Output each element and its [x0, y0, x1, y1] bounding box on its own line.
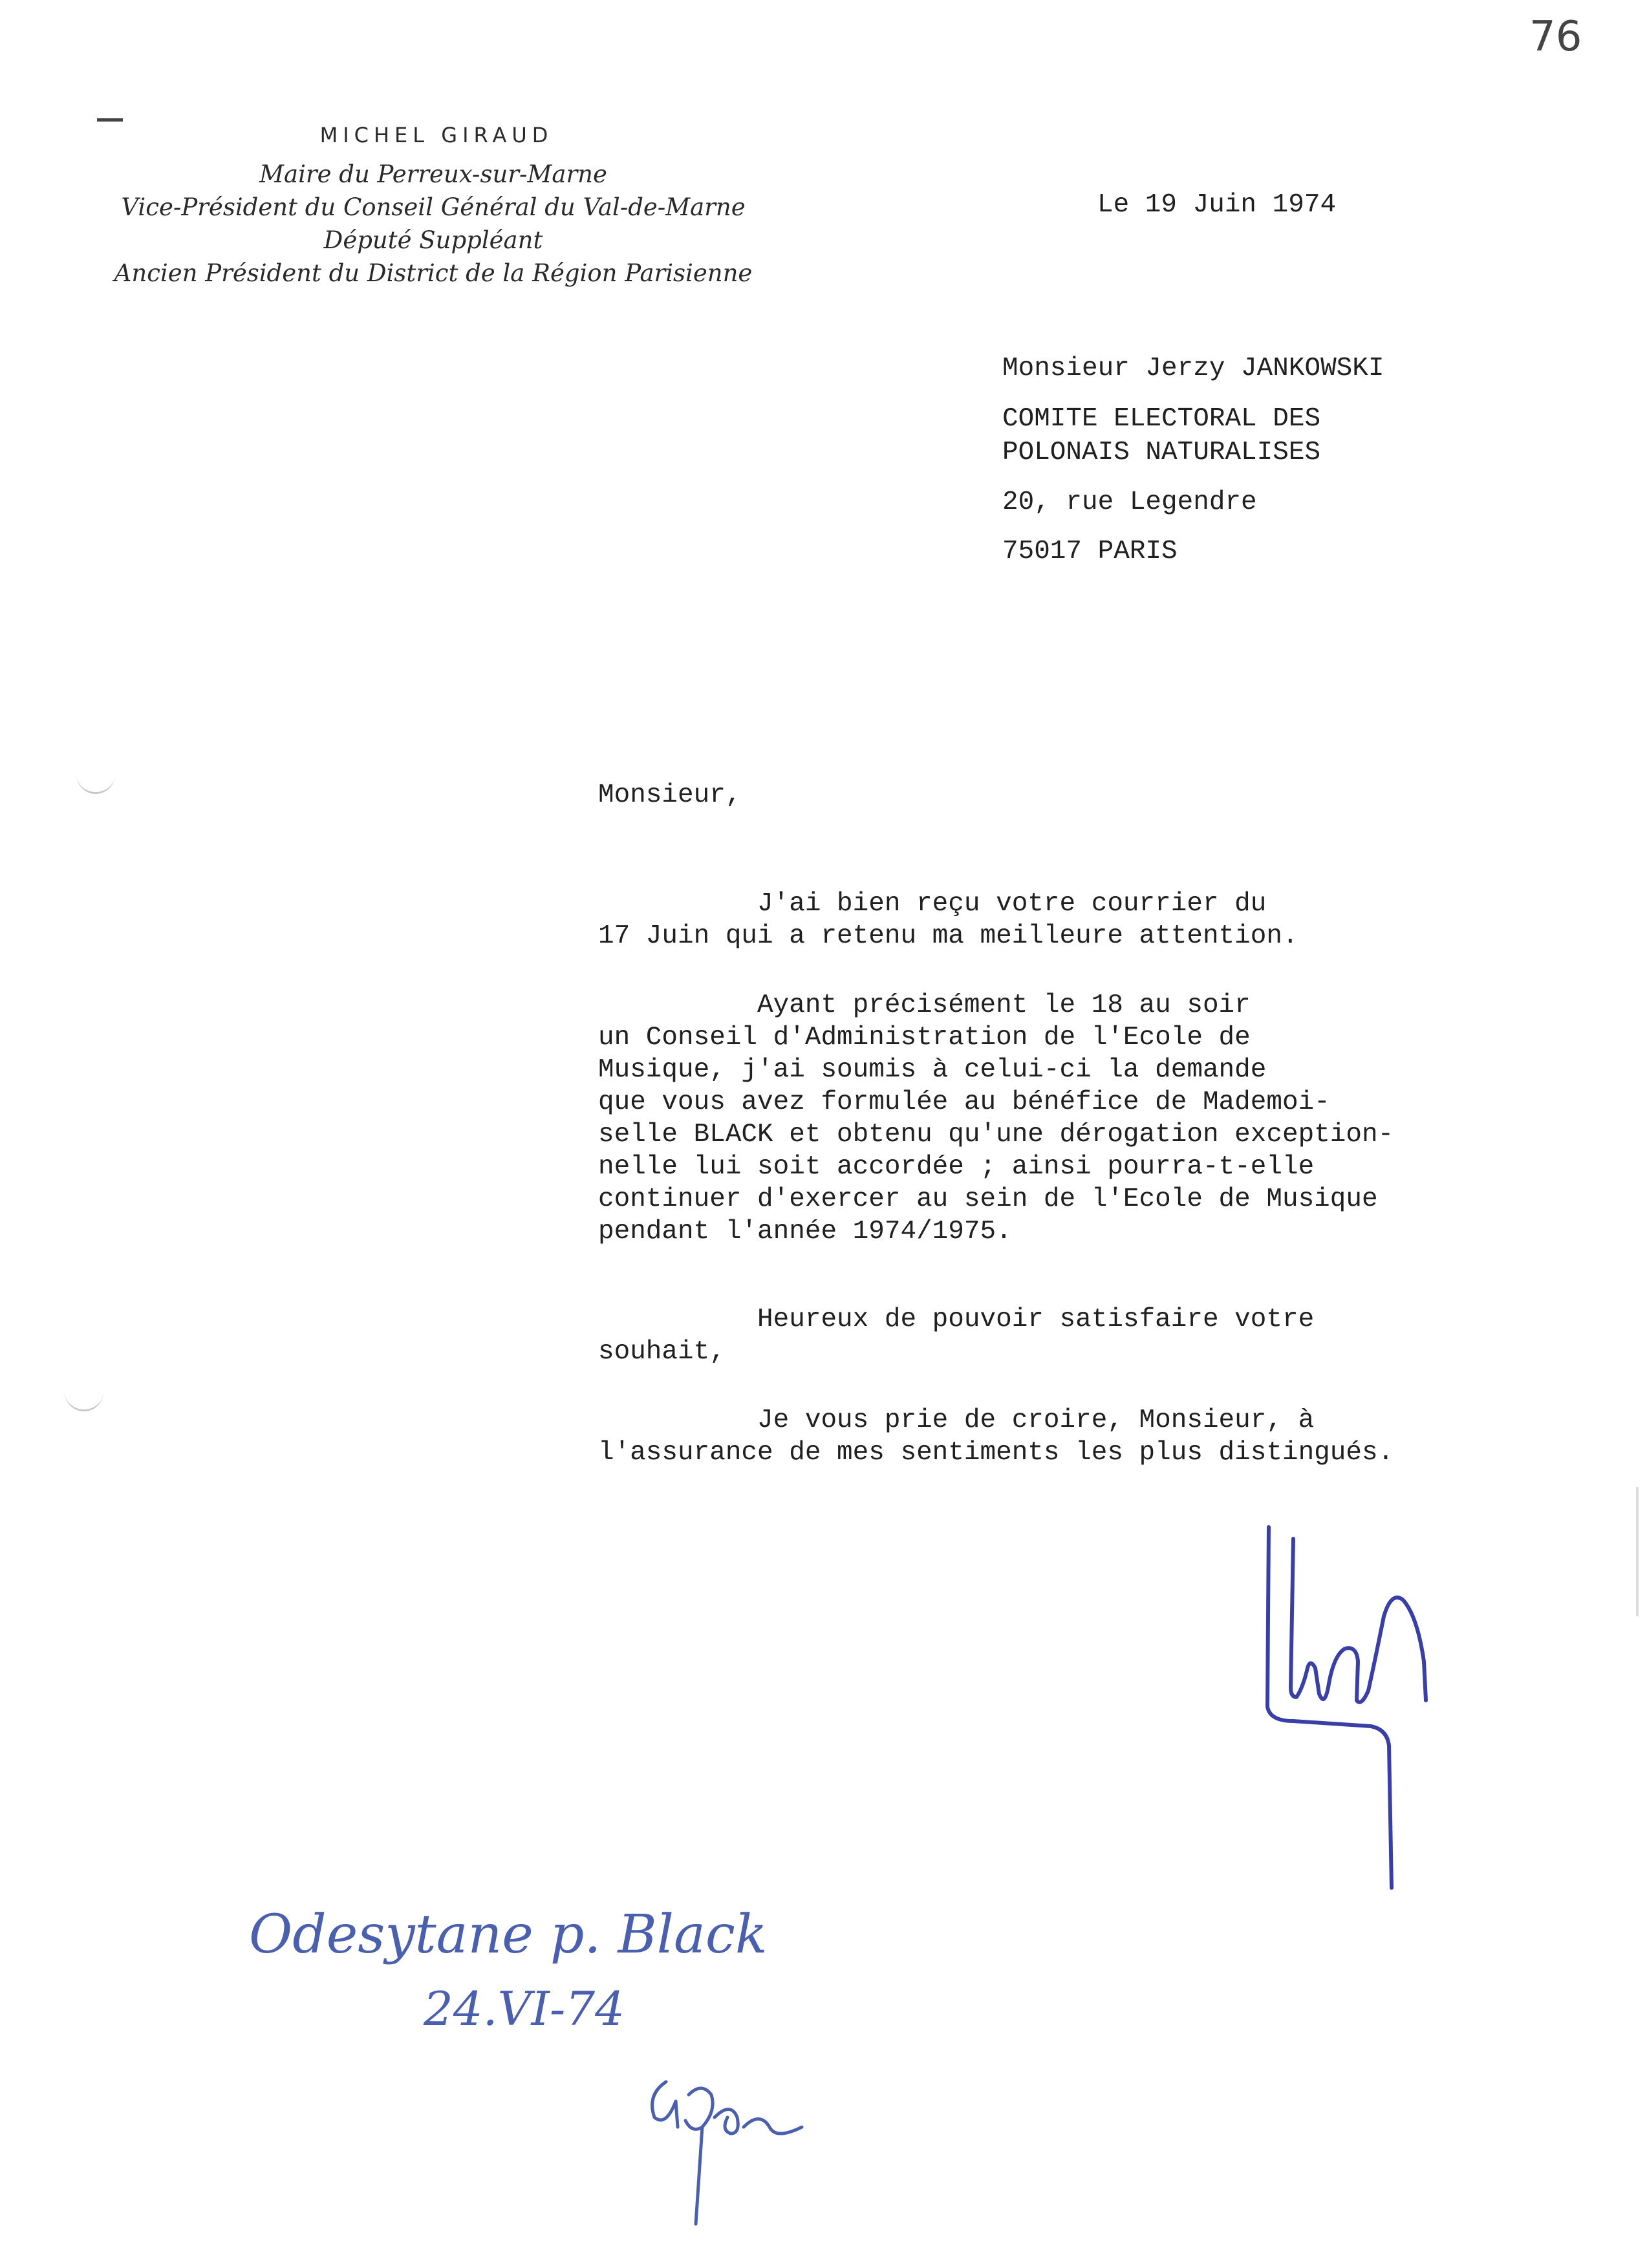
paragraph-line: Musique, j'ai soumis à celui-ci la demande: [598, 1055, 1267, 1085]
handwritten-note-line1: Odesytane p. Black: [249, 1904, 768, 1965]
handwritten-note-date: 24.VI-74: [424, 1982, 625, 2036]
paragraph-line: Je vous prie de croire, Monsieur, à: [598, 1406, 1315, 1435]
paragraph-4: [598, 1404, 1394, 1469]
paragraph-line: souhait,: [598, 1337, 726, 1367]
paragraph-line: un Conseil d'Administration de l'Ecole de: [598, 1023, 1251, 1053]
scan-mark: [97, 118, 123, 122]
letter-date: Le 19 Juin 1974: [1097, 190, 1337, 220]
punch-hole-mark: [76, 773, 115, 794]
letterhead-title-former-president: Ancien Président du District de la Région Parisienne: [114, 259, 753, 287]
salutation: Monsieur,: [598, 780, 742, 810]
archive-number: 76: [1529, 13, 1582, 61]
letterhead-name: MICHEL GIRAUD: [319, 123, 554, 147]
paragraph-3: [598, 1303, 1314, 1368]
handwritten-initials: [640, 2056, 834, 2237]
paragraph-line: Ayant précisément le 18 au soir: [598, 990, 1251, 1020]
paragraph-line: nelle lui soit accordée ; ainsi pourra-t-elle: [598, 1152, 1315, 1182]
paragraph-2: [598, 989, 1394, 1248]
recipient-org-line1: COMITE ELECTORAL DES: [1002, 404, 1321, 434]
paragraph-1: [598, 888, 1298, 952]
recipient-city: 75017 PARIS: [1002, 537, 1178, 566]
scan-edge-mark: [1636, 1487, 1639, 1616]
paragraph-line: J'ai bien reçu votre courrier du: [598, 889, 1267, 919]
signature: [1248, 1513, 1455, 1901]
paragraph-line: Heureux de pouvoir satisfaire votre: [598, 1305, 1315, 1334]
recipient-street: 20, rue Legendre: [1002, 487, 1257, 517]
paragraph-line: continuer d'exercer au sein de l'Ecole de Musique: [598, 1184, 1378, 1214]
paragraph-line: 17 Juin qui a retenu ma meilleure attention.: [598, 921, 1298, 951]
recipient-name: Monsieur Jerzy JANKOWSKI: [1002, 354, 1384, 383]
letterhead-title-vice-president: Vice-Président du Conseil Général du Val-de-Marne: [121, 193, 746, 221]
paragraph-line: l'assurance de mes sentiments les plus distingués.: [598, 1438, 1394, 1468]
letterhead-title-mayor: Maire du Perreux-sur-Marne: [259, 160, 607, 188]
recipient-org-line2: POLONAIS NATURALISES: [1002, 438, 1321, 467]
paragraph-line: que vous avez formulée au bénéfice de Mademoi-: [598, 1087, 1330, 1117]
punch-hole-mark: [65, 1390, 103, 1411]
paragraph-line: pendant l'année 1974/1975.: [598, 1217, 1012, 1246]
letterhead-title-deputy: Député Suppléant: [323, 226, 543, 254]
paragraph-line: selle BLACK et obtenu qu'une dérogation exception-: [598, 1120, 1394, 1150]
